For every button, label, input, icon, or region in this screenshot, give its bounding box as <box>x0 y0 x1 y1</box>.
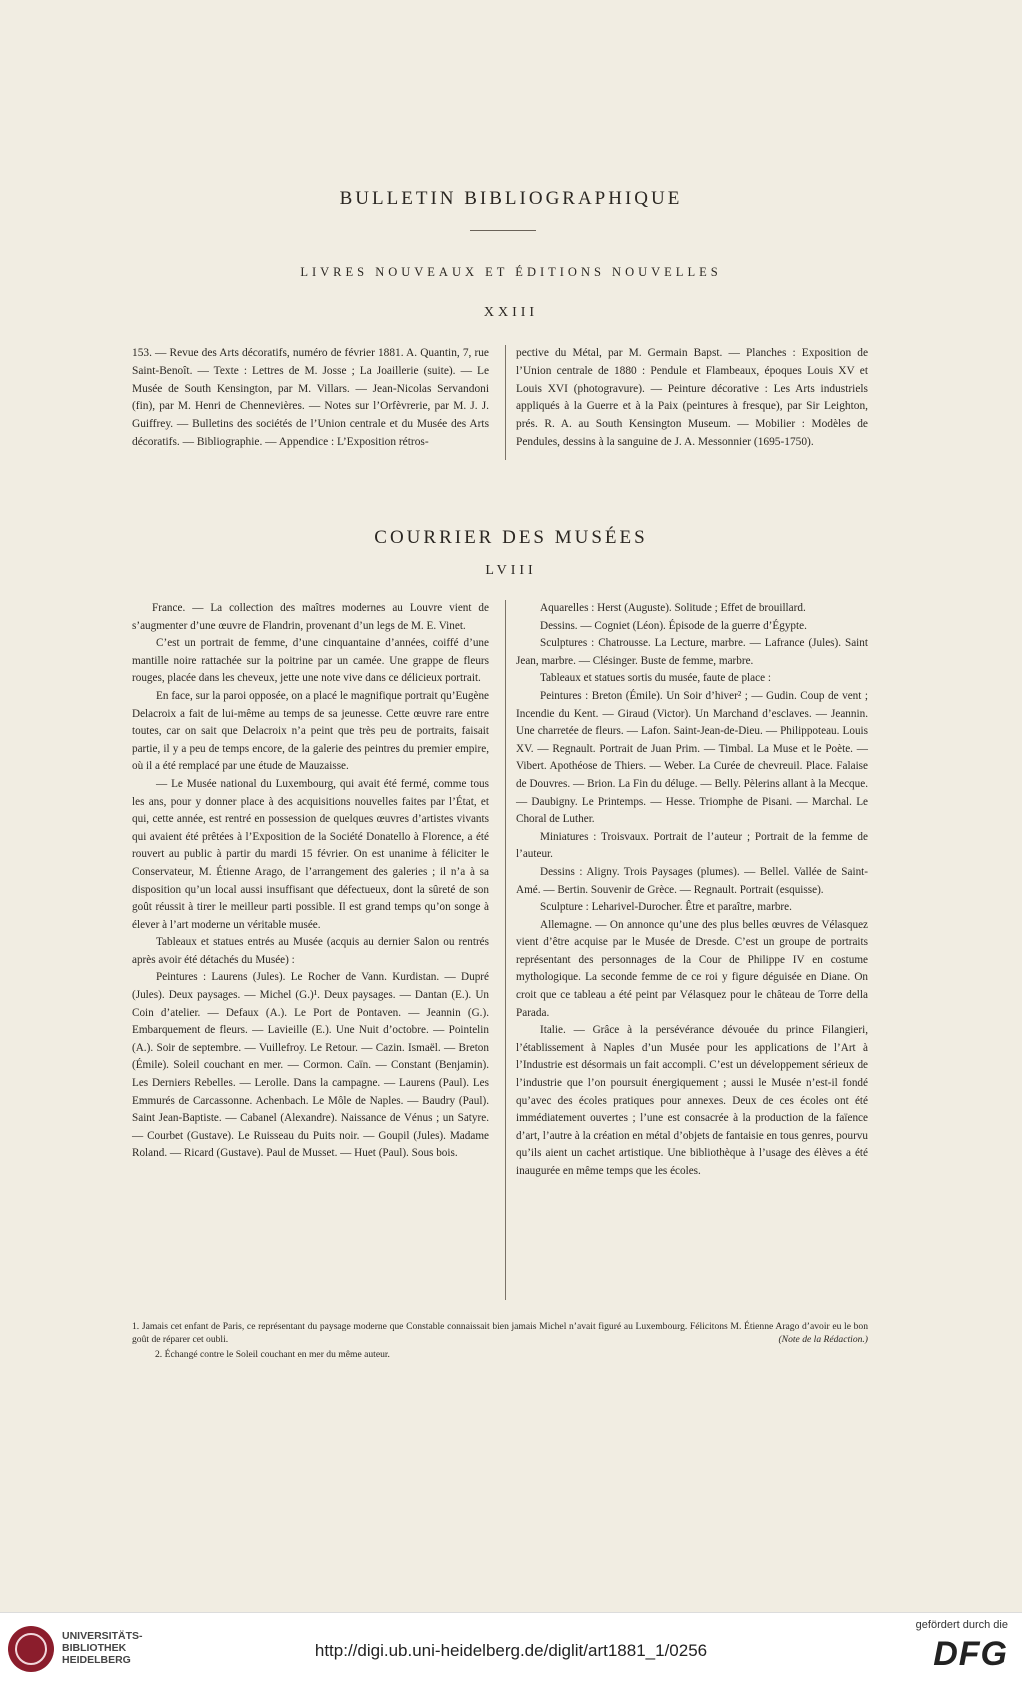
paragraph: Tableaux et statues entrés au Musée (acquis au dernier Salon ou rentrés après avoir été détachés du Musée) : <box>132 936 489 966</box>
paragraph: Allemagne. — On annonce qu’une des plus belles œuvres de Vélasquez vient d’être acquise par le Musée de Dresde. C’est un groupe de portraits représentant des personnages de la Cour de Philippe IV en costume mythologique. La seconde femme de ce roi y figure déguisée en Diane. On croit que ce tableau a été peint par Vélasquez pour le château de Torre della Parada. <box>516 918 868 1019</box>
bulletin-title: BULLETIN BIBLIOGRAPHIQUE <box>339 188 683 209</box>
title-rule <box>470 230 536 231</box>
paragraph: Sculpture : Leharivel-Durocher. Être et paraître, marbre. <box>540 901 792 914</box>
bulletin-left-column <box>132 345 489 452</box>
paragraph: Aquarelles : Herst (Auguste). Solitude ; Effet de brouillard. <box>540 602 806 614</box>
column-separator <box>505 345 506 460</box>
footer-bar <box>0 1612 1022 1684</box>
courrier-number: LVIII <box>485 563 537 578</box>
paragraph: Sculptures : Chatrousse. La Lecture, marbre. — Lafrance (Jules). Saint Jean, marbre. — Clésinger. Buste de femme, marbre. <box>516 637 868 667</box>
paragraph: France. — La collection des maîtres modernes au Louvre vient de s’augmenter d’une œuvre de Flandrin, provenant d’un legs de M. E. Vinet. <box>132 602 489 632</box>
permalink-url[interactable]: http://digi.ub.uni-heidelberg.de/diglit/art1881_1/0256 <box>314 1641 708 1660</box>
paragraph: Tableaux et statues sortis du musée, faute de place : <box>540 672 771 685</box>
bulletin-right-text: pective du Métal, par M. Germain Bapst. — Planches : Exposition de l’Union centrale de 1880 : Pendule et Flambeaux, époques Louis XV et Louis XVI (photogravure). — Peinture décorative : Les Arts industriels appliqués à la Guerre et à la Paix (peintures à fresque), par Sir Leighton, prés. R. A. au South Kensington Museum. — Mobilier : Modèles de Pendules, dessins à la sanguine de J. A. Messonnier (1695-1750). <box>516 347 868 448</box>
column-separator <box>505 600 506 1300</box>
paragraph: Peintures : Laurens (Jules). Le Rocher de Vann. Kurdistan. — Dupré (Jules). Deux paysages. — Michel (G.)¹. Deux paysages. — Dantan (E.). Un Coin d’atelier. — Defaux (A.). Le Port de Pontaven. — Jeannin (G.). Embarquement de fleurs. — Lavieille (E.). Une Nuit d’octobre. — Pointelin (A.). Soir de septembre. — Vuillefroy. Le Retour. — Cazin. Ismaël. — Breton (Émile). Soleil couchant en mer. — Cormon. Caïn. — Constant (Benjamin). Les Derniers Rebelles. — Lerolle. Dans la campagne. — Laurens (Paul). Les Emmurés de Carcassonne. Achenbach. Le Môle de Naples. — Baudry (Paul). Saint Jean-Baptiste. — Cabanel (Alexandre). Naissance de Vénus ; un Satyre. — Courbet (Gustave). Le Ruisseau du Puits noir. — Goupil (Jules). Madame Roland. — Ricard (Gustave). Paul de Musset. — Huet (Paul). Sous bois. <box>132 971 489 1160</box>
bulletin-left-text: 153. — Revue des Arts décoratifs, numéro de février 1881. A. Quantin, 7, rue Saint-Benoît. — Texte : Lettres de M. Josse ; La Joaillerie (suite). — Le Musée de South Kensington, par M. Villars. — Jean-Nicolas Servandoni (fin), par M. Henri de Chennevières. — Notes sur l’Orfèvrerie, par M. J. J. Guiffrey. — Bulletins des sociétés de l’Union centrale et du Musée des Arts décoratifs. — Bibliographie. — Appendice : L’Exposition rétros- <box>132 347 489 448</box>
courrier-title: COURRIER DES MUSÉES <box>374 527 648 548</box>
bulletin-subtitle: LIVRES NOUVEAUX ET ÉDITIONS NOUVELLES <box>300 265 722 279</box>
paragraph: En face, sur la paroi opposée, on a placé le magnifique portrait qu’Eugène Delacroix a fait de lui-même au temps de sa jeunesse. Cette œuvre rare entre toutes, car on sait que Delacroix n’a peint que très peu de portraits, faisait partie, il y a peu de temps encore, de la galerie des peintres du premier empire, où il a été remplacé par une étude de Mauzaisse. <box>132 689 489 773</box>
courrier-right-column <box>516 600 868 1181</box>
paragraph: Dessins. — Cogniet (Léon). Épisode de la guerre d’Égypte. <box>540 619 807 632</box>
courrier-left-column <box>132 600 489 1163</box>
paragraph: Italie. — Grâce à la persévérance dévouée du prince Filangieri, l’établissement à Naples d’un Musée pour les applications de l’Art à l’Industrie est désormais un fait accompli. C’est un développement sérieux de l’industrie que l’on poursuit énergiquement ; aussi le Musée n’est-il fondé qu’avec des écoles pratiques pour annexes. Deux de ces écoles ont été immédiatement ouvertes ; l’une est consacrée à la production de la faïence d’art, l’autre à la création en métal d’objets de fantaisie en tous genres, pourvu qu’ils aient un cachet artistique. Une bibliothèque à l’usage des élèves a été inaugurée en même temps que les écoles. <box>516 1024 868 1177</box>
paragraph: Miniatures : Troisvaux. Portrait de l’auteur ; Portrait de la femme de l’auteur. <box>516 830 868 861</box>
paragraph: Dessins : Aligny. Trois Paysages (plumes). — Bellel. Vallée de Saint-Amé. — Bertin. Souvenir de Grèce. — Regnault. Portrait (esquisse). <box>516 865 868 896</box>
footnote-2: 2. Échangé contre le Soleil couchant en mer du même auteur. <box>155 1349 390 1360</box>
library-name: UNIVERSITÄTS- BIBLIOTHEK HEIDELBERG <box>62 1630 143 1666</box>
footnote-1-text: 1. Jamais cet enfant de Paris, ce représentant du paysage moderne que Constable connaissait bien jamais Michel n’avait figuré au Luxembourg. Félicitons M. Étienne Arago d’avoir eu le bon goût de réparer cet oubli. <box>132 1321 868 1345</box>
dfg-logo[interactable]: DFG <box>933 1635 1008 1673</box>
paragraph: C’est un portrait de femme, d’une cinquantaine d’années, coiffé d’une mantille noire rattachée sur la poitrine par un camée. Une grappe de fleurs rouges, placée dans les cheveux, jette une note vive dans ce délicieux portrait. <box>132 637 489 685</box>
paragraph: — Le Musée national du Luxembourg, qui avait été fermé, comme tous les ans, pour y donner place à des acquisitions nouvelles faites par l’État, et qui, cette année, est rentré en possession de quelques œuvres d’artistes vivants qui avaient été prêtées à l’Exposition de la Société Donatello à Florence, a été rouvert au public à partir du mardi 15 février. On est unanime à féliciter le Conservateur, M. Étienne Arago, de l’arrangement des galeries ; il n’a à sa disposition qu’un local aussi insuffisant que défectueux, dont la sûreté de son goût réussit à tirer le meilleur parti possible. Il est grand temps qu’on songe à élever à l’art moderne un véritable musée. <box>132 777 489 931</box>
footnote-1-attribution: (Note de la Rédaction.) <box>778 1334 868 1345</box>
funding-label: gefördert durch die <box>915 1619 1008 1631</box>
bulletin-right-column <box>516 345 868 452</box>
footnote-1 <box>132 1320 868 1346</box>
paragraph: Peintures : Breton (Émile). Un Soir d’hiver² ; — Gudin. Coup de vent ; Incendie du Kent. — Giraud (Victor). Un Marchand d’esclaves. — Jeannin. Une charretée de fleurs. — Lafon. Saint-Jean-de-Dieu. — Philippoteau. Louis XV. — Regnault. Portrait de Juan Prim. — Timbal. La Muse et le Poète. — Vibert. Apothéose de Thiers. — Weber. La Curée de chevreuil. Place. Falaise de Douvres. — Brion. La Fin du déluge. — Belly. Pèlerins allant à la Mecque. — Daubigny. Le Printemps. — Hesse. Triomphe de Pisani. — Marchal. Le Choral de Luther. <box>516 689 868 826</box>
bulletin-number: XXIII <box>483 305 539 320</box>
